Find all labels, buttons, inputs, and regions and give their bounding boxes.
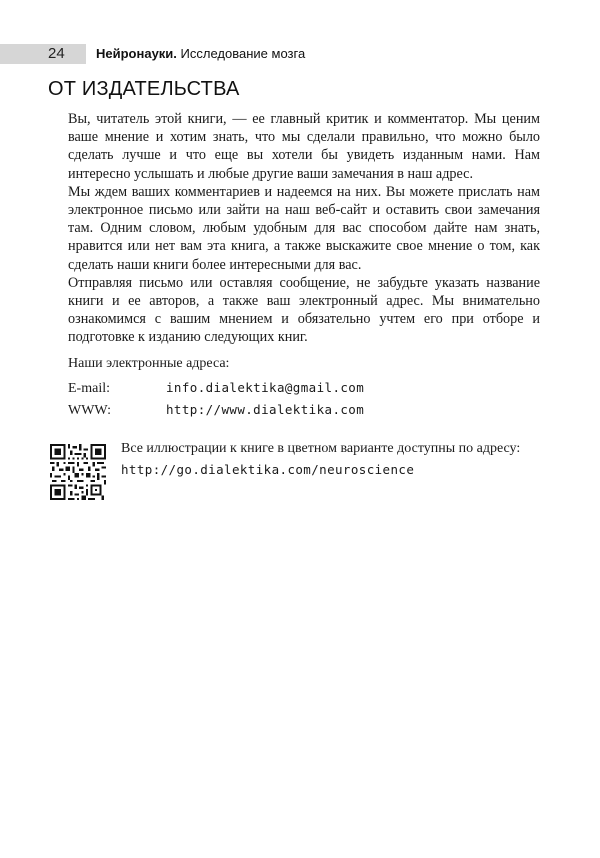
paragraph-3: Отправляя письмо или оставляя сообщение, не забудьте указать название книги и ее авторов, а также ваш электронный адрес. Мы внимательно ознакомимся с вашим мнением и обязательно учтем его при отборе и подготовке к изданию следующих книг. (68, 274, 540, 346)
www-row (68, 402, 364, 419)
body-text (68, 110, 540, 347)
book-title (96, 46, 305, 61)
page-number-tab (0, 44, 86, 64)
www-label: WWW: (68, 403, 112, 418)
email-label: E-mail: (68, 381, 110, 396)
email-address[interactable]: info.dialektika@gmail.com (166, 380, 365, 395)
page-number: 24 (48, 45, 65, 62)
book-title-main: Нейронауки. (96, 46, 177, 61)
illustrations-url[interactable]: http://go.dialektika.com/neuroscience (121, 462, 415, 477)
illustrations-note: Все иллюстрации к книге в цветном варианте доступны по адресу: (121, 441, 521, 456)
running-header (0, 44, 600, 64)
paragraph-1: Вы, читатель этой книги, — ее главный критик и комментатор. Мы ценим ваше мнение и хотим знать, что мы сделали правильно, что можно было сделать лучше и что еще вы хотели бы увидеть изданным нами. Нам интересно услышать и любые другие ваши замечания в наш адрес. (68, 111, 540, 182)
website-url[interactable]: http://www.dialektika.com (166, 402, 365, 417)
book-title-sub: Исследование мозга (180, 46, 306, 61)
email-row (68, 380, 364, 397)
contacts-heading: Наши электронные адреса: (68, 356, 230, 371)
paragraph-2: Мы ждем ваших комментариев и надеемся на них. Вы можете прислать нам электронное письмо или зайти на наш веб-сайт и оставить свои замечания там. Одним словом, любым удобным для вас способом дайте нам знать, нравится или нет вам эта книга, а также выскажите свое мнение о том, как сделать наши книги более интересными для вас. (68, 183, 540, 273)
section-title: ОТ ИЗДАТЕЛЬСТВА (48, 78, 240, 100)
qr-code-icon (50, 444, 106, 500)
